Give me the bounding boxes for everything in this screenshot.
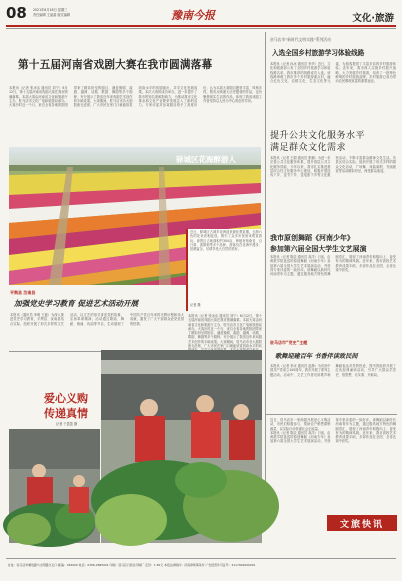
article1-title: 第十五届河南省戏剧大赛在我市圆满落幕 [18,59,213,71]
photo2-credit: 记者 于盈盈 摄 [56,422,78,426]
article1-continued: 本报讯（记者 张冰洁 通讯员 刘宁）6月12日，第十五届河南省戏剧大赛在我市圆满落幕。本届大赛由河南省文化和旅游厅主办，驻马店市文化广电和旅游局承办。大赛历时近一个月，来自全省各地的院团带来了精彩纷呈的剧目，涵盖豫剧、曲剧、越调、话剧、歌剧、舞剧等多个剧种，充分展示了我省近年来戏剧艺术创作的丰硕成果。大赛期间，驻马店市各大剧院座无虚席，广大市民在家门口就能欣赏到高水平的戏 [188,314,262,349]
editor-line: 责任编辑 王晶晶 版式编辑 [33,13,71,17]
article3-title-line2: 满足群众文化需求 [270,143,347,153]
footer-rule [6,558,396,559]
footer-text: 社址：驻马店市解放路与文明路交叉口 邮编：463000 电话：0396-2685001 印刷：驻马店日报社印刷厂 定价：1.50元 本报法律顾问：河南律师事务所 广告经营许可证号：4117004000001 [8,563,256,567]
article3-body: 本报讯（记者 王娟 通讯员 张鹏）为进一步完善公共文化服务体系，提升基层公共文化服务效能，今年以来，我市扎实推进基层综合性文化服务中心建设，积极开展送戏下乡、送书下乡、送电影下乡等文化惠民活动，不断丰富群众精神文化生活。各县区结合实际，组织开展了形式多样的群众文化活动，广场舞、戏曲演唱、书画展览等活动精彩纷呈，深受群众欢迎。 [270,156,396,178]
article2-kicker: 驻马店市“新时代文明实践”系列活动 [270,37,331,42]
article4-title-line1: 我市原创舞蹈《河南少年》 [270,233,354,242]
volunteers-image-left [9,429,100,543]
quick-news-label: 文旅快讯 [339,520,384,530]
article4-body: 本报讯（记者 陈辰 通讯员 高洋）日前，由黄淮学院选送的原创舞蹈《河南少年》参加第六届全国大学生艺术展演活动，并获得专家评委的一致好评。该舞蹈以新时代河南青年为主题，通过极具地方特色的舞蹈语汇，展现了河南青年积极向上、奋发有为的精神风貌。近年来，我市高校艺术教育成果丰硕，多部作品在全国、全省比赛中获奖。 [270,255,396,277]
article2-title: 入选全国乡村旅游学习体验线路 [272,49,365,57]
column-divider [265,32,266,484]
article4-title-line2: 参加第六届全国大学生文艺展演 [270,245,367,253]
article6-body: 本报讯（记者 李冰 通讯员 赵静）为庆祝中国共产党成立100周年，我市开展了系列主题活动。活动中，文艺工作者们用歌声和舞蹈表达对党的热爱，图书馆组织开展了红色经典诵读活动，引导广大群众学党史、悟思想、办实事、开新局。 [270,364,396,377]
quick-news-box [327,515,397,543]
masthead [0,0,402,36]
volunteers-photo-main [101,350,262,543]
photo1-caption-body: 近日，驿城区古城乡花海迎来最佳观赏期，五颜六色的花朵竞相绽放，吸引了众多市民前来观赏游玩。该景区占地面积约300亩，种植有格桑花、百日菊、波斯菊等多个品种，游客们在花海中漫步、拍照留念，尽情享受大自然的美好。 [190,230,262,252]
article2-body: 本报讯（记者 孙冰 通讯员 李华）近日，文化和旅游部公布了全国乡村旅游学习体验线路名单，我市推荐的线路成功入选。该线路串联了我市多个乡村旅游重点村，融合红色文化、农耕文化、生态文化等元素，为游客提供了丰富多彩的乡村旅游体验。近年来，我市深入实施乡村振兴战略，大力发展乡村旅游，培育了一批特色鲜明的乡村旅游品牌，乡村旅游已成为带动农民增收致富的重要途径。 [270,62,396,84]
article5-title: 加强党史学习教育 促进艺术活动开展 [14,299,139,308]
photo1-credit: 记者 摄 [190,303,201,307]
quick-news-divider [265,414,397,415]
caption-bar [186,229,188,311]
photo2-title-line1: 爱心义购 [44,392,88,405]
section-title: 文化·旅游 [352,13,394,24]
article5-kicker: 平舆县 汝南县 [10,290,36,295]
masthead-rule [6,25,396,27]
volunteers-image-main [101,350,262,543]
article3-title-line1: 提升公共文化服务水平 [270,131,366,141]
photo1-caption-title: 驿城区花海醉游人 [176,155,236,164]
page-number: 08 [6,4,27,22]
article1-body: 本报讯（记者 张冰洁 通讯员 刘宁）6月12日，第十五届河南省戏剧大赛在我市圆满落幕。本届大赛由河南省文化和旅游厅主办，驻马店市文化广电和旅游局承办。大赛历时近一个月，来自全省各地的院团带来了精彩纷呈的剧目，涵盖豫剧、曲剧、越调、话剧、歌剧、舞剧等多个剧种，充分展示了我省近年来戏剧艺术创作的丰硕成果。大赛期间，驻马店市各大剧院座无虚席，广大市民在家门口就能欣赏到高水平的戏剧演出，共享文化发展成果。本次大赛的成功举办，进一步提升了我市的知名度和影响力，为推动我市文化事业和文化产业繁荣发展注入了新的活力。专家评委对参赛剧目给予了高度评价，认为本届大赛剧目题材丰富、风格多样，既有反映重大历史题材的作品，也有聚焦现实生活的作品，体现了我省戏剧工作者坚持以人民为中心的创作导向。 [9,86,262,108]
masthead-rule-thin [6,28,396,29]
photo1-caption-box [186,229,264,311]
article6-kicker: 驻马店市“党史”主题 [270,340,308,345]
article5-body: 本报讯（通讯员 李明 王磊）为深入推进党史学习教育，平舆县、汝南县结合实际，组织开展了形式多样的文艺活动，以文艺的形式讲述党的故事，弘扬革命精神。活动通过歌曲、舞蹈、朗诵、戏曲等节目，生动展现了中国共产党百年来的光辉历程和伟大成就，激发了广大干部群众爱党爱国的热情。 [10,313,184,326]
photo2-caption: 近日，驻马店市一家商超开展爱心义购活动，市民们积极参与，帮助农户销售滞销蔬菜，以实际行动传递社会正能量。 本报讯（记者 陈辰 通讯员 高洋）日前，由黄淮学院选送的原创舞蹈《河南少年》参加第六届全国大学生艺术展演活动，并获得专家评委的一致好评。该舞蹈以新时代河南青年为主题，通过极具地方特色的舞蹈语汇，展现了河南青年积极向上、奋发有为的精神风貌。近年来，我市高校艺术教育成果丰硕，多部作品在全国、全省比赛中获奖。 [270,418,396,444]
article6-title: 歌舞迎建百年 书香伴读致民间 [275,353,358,360]
photo2-title-line2: 传递真情 [44,407,88,420]
volunteers-photo [9,429,100,543]
date-line: 2021年6月16日 星期三 [33,8,68,12]
paper-logo: 豫南今报 [171,9,215,22]
